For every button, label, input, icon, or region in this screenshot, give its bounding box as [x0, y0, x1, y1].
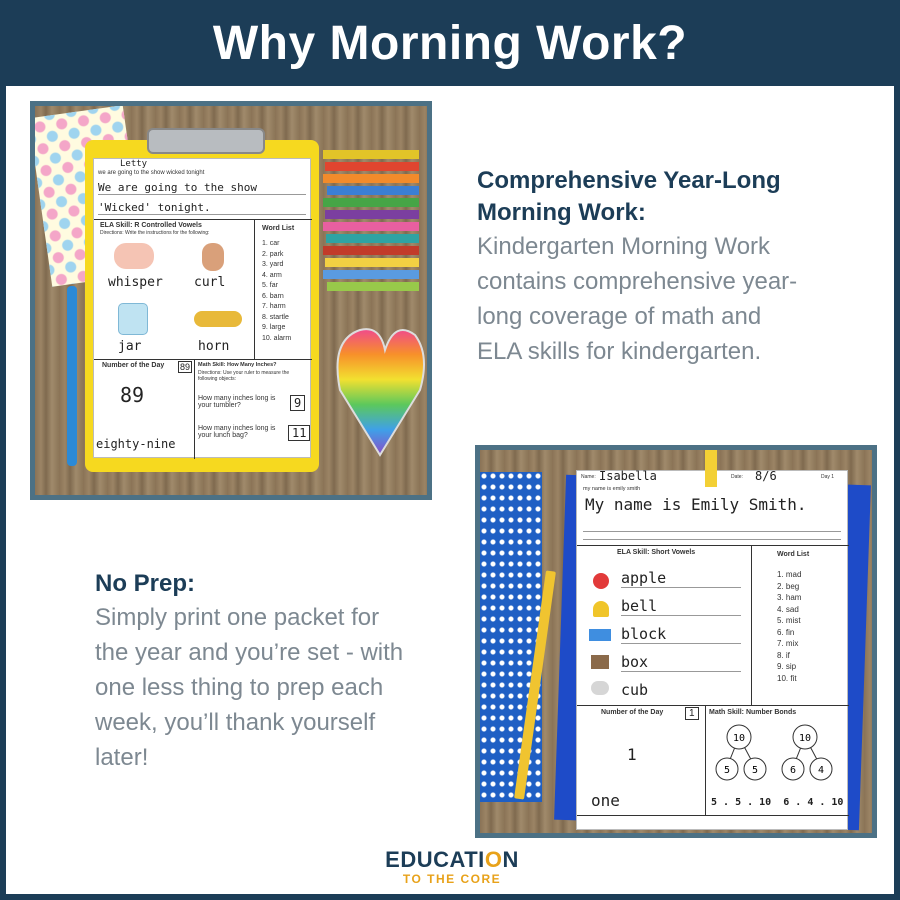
bond2-part-b: 4 [817, 765, 825, 776]
cub-icon [591, 681, 609, 695]
ws2-word-list-item: 1. mad [777, 570, 802, 579]
ws2-word-list-item: 6. fin [777, 627, 795, 637]
comprehensive-body [477, 229, 797, 369]
ws2-day: Day 1 [821, 474, 835, 480]
logo-tagline: TO THE CORE [402, 872, 502, 886]
ws2-ela-title: ELA Skill: Short Vowels [617, 549, 696, 556]
ws1-word-list-item: 7. harm [262, 303, 286, 310]
noprep-body-line: week, you’ll thank yourself [95, 709, 376, 736]
noprep-body-line: Simply print one packet for [95, 604, 380, 631]
ws2-word-list-title: Word List [777, 551, 810, 558]
header-bar [0, 0, 900, 86]
comprehensive-title [477, 165, 781, 229]
content-panel [6, 86, 894, 894]
box-icon [591, 655, 609, 669]
bell-icon [593, 601, 609, 617]
noprep-body [95, 600, 403, 775]
rainbow-pop-it [335, 320, 425, 460]
ws1-word-list-item: 9. large [262, 324, 286, 331]
education-to-the-core-logo [382, 848, 522, 886]
ws1-illustration-jar [118, 303, 148, 335]
clipboard-clip [147, 128, 265, 154]
ws2-word: apple [621, 569, 741, 588]
ws1-number-word: eighty-nine [96, 437, 176, 451]
ws1-word-list-item: 5. far [262, 282, 278, 289]
logo-text-accent: O [484, 847, 503, 872]
ws2-number-box: 1 [685, 707, 699, 720]
logo-text: N [502, 847, 519, 872]
composition-notebook [480, 472, 542, 802]
bond2-whole: 10 [798, 733, 812, 744]
ws2-number-word: one [591, 791, 620, 810]
ws2-date: 8/6 [755, 469, 777, 483]
ws1-answer-1: 9 [290, 395, 305, 411]
comprehensive-body-line: Kindergarten Morning Work [477, 233, 771, 260]
noprep-body-line: the year and you’re set - with [95, 639, 404, 666]
ws1-name: Letty [120, 159, 148, 169]
ws1-word-list-item: 8. startle [262, 313, 289, 321]
worksheet-photo-1 [30, 101, 432, 500]
ws1-number-title: Number of the Day [102, 362, 165, 369]
comprehensive-title-line: Morning Work: [477, 199, 646, 226]
ws1-word-4: horn [198, 339, 230, 354]
ws1-word-list-item: 3. yard [262, 261, 284, 268]
ws2-equations: 5 . 5 . 10 6 . 4 . 10 [711, 797, 844, 808]
ws1-sentence-2: 'Wicked' tonight. [98, 201, 306, 215]
ws2-name: Isabella [599, 469, 657, 483]
ws2-word: bell [621, 597, 741, 616]
ws2-word-list-item: 5. mist [777, 616, 801, 625]
ws1-illustration-kids [114, 243, 154, 269]
ws2-word: box [621, 653, 741, 672]
ws1-answer-2: 11 [288, 425, 310, 441]
ws2-word: cub [621, 681, 649, 699]
ws1-word-3: jar [118, 339, 142, 354]
ws1-sentence-1: We are going to the show [98, 181, 306, 195]
bond1-whole: 10 [732, 733, 746, 744]
bond2-part-a: 6 [789, 765, 797, 776]
ws1-word-1: whisper [108, 275, 163, 290]
ws2-number-title: Number of the Day [601, 709, 664, 716]
ws1-question-1: How many inches long is your tumbler? [198, 395, 276, 409]
ws1-question-2: How many inches long is your lunch bag? [198, 425, 276, 439]
worksheet-1 [93, 158, 311, 458]
worksheet-2 [576, 470, 848, 830]
ws1-word-list-item: 2. park [262, 250, 284, 258]
ws2-word-list-item: 9. sip [777, 662, 797, 671]
ws2-sentence: My name is Emily Smith. [585, 495, 807, 514]
noprep-title: No Prep: [95, 570, 196, 597]
ws1-math-title: Math Skill: How Many Inches? [198, 362, 277, 368]
ws1-word-list [262, 239, 291, 344]
comprehensive-title-line: Comprehensive Year-Long [477, 167, 781, 194]
ws1-word-list-item: 4. arm [262, 271, 282, 279]
comprehensive-body-line: long coverage of math and [477, 303, 762, 330]
ws2-math-title: Math Skill: Number Bonds [709, 709, 797, 716]
clothespin [705, 447, 717, 487]
ws2-word-list-item: 2. beg [777, 581, 800, 591]
logo-wordmark [382, 848, 522, 872]
number-bonds [709, 723, 845, 793]
comprehensive-body-line: contains comprehensive year- [477, 268, 798, 295]
bond1-part-b: 5 [751, 765, 759, 776]
ws2-word-list-item: 4. sad [777, 604, 799, 614]
ws2-number-value: 1 [627, 745, 637, 764]
ws1-number-box: 89 [180, 362, 191, 372]
noprep-body-line: later! [95, 744, 149, 771]
apple-icon [593, 573, 609, 589]
ws1-number-value: 89 [120, 383, 145, 407]
worksheet-photo-2 [475, 445, 877, 838]
ws1-word-list-title: Word List [262, 225, 295, 232]
ws1-word-list-item: 10. alarm [262, 334, 292, 342]
ws2-name-label: Name: [581, 474, 596, 480]
ws1-word-list-item: 1. car [262, 240, 280, 247]
ws1-prompt: we are going to the show wicked tonight [98, 170, 205, 176]
page-title: Why Morning Work? [212, 16, 688, 70]
ws1-ela-directions: Directions: Write the instructions for the following: [100, 230, 210, 236]
blue-pen [67, 286, 77, 466]
ws2-word-list-item: 3. ham [777, 593, 802, 602]
crayon-pile [323, 146, 423, 306]
block-icon [589, 629, 611, 641]
ws1-word-list-item: 6. barn [262, 292, 284, 300]
ws1-math-directions: Directions: Use your ruler to measure the following objects: [198, 370, 290, 382]
ws2-date-label: Date: [731, 474, 743, 480]
ws1-illustration-doll [202, 243, 224, 271]
ws2-word-list-item: 10. fit [777, 673, 797, 683]
noprep-body-line: one less thing to prep each [95, 674, 384, 701]
ws1-illustration-horn [194, 311, 242, 327]
ws2-word-list [777, 569, 801, 684]
ws1-word-2: curl [194, 275, 226, 290]
ws2-word-list-item: 7. mix [777, 639, 799, 648]
comprehensive-body-line: ELA skills for kindergarten. [477, 338, 762, 365]
ws2-word: block [621, 625, 741, 644]
ws1-ela-title: ELA Skill: R Controlled Vowels [100, 222, 202, 229]
ws2-word-list-item: 8. if [777, 650, 790, 660]
bond1-part-a: 5 [723, 765, 731, 776]
logo-text: EDUCATI [385, 847, 485, 872]
ws2-prompt: my name is emily smith [583, 486, 641, 492]
